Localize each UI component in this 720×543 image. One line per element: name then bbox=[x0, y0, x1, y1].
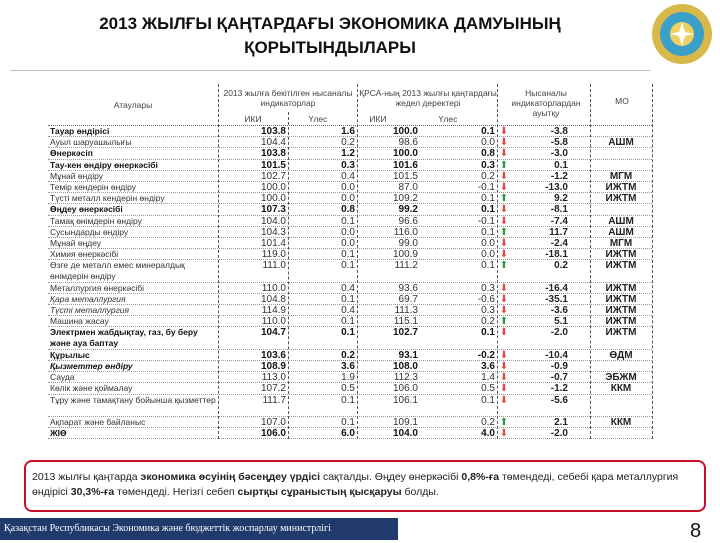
actual-share: 0.3 bbox=[481, 159, 495, 171]
actual-iki: 101.5 bbox=[392, 170, 418, 182]
actual-iki: 102.7 bbox=[392, 327, 418, 339]
table-row bbox=[48, 148, 652, 159]
plan-iki: 103.6 bbox=[260, 349, 286, 361]
header-mo: МО bbox=[615, 96, 629, 106]
actual-share: 0.1 bbox=[481, 226, 495, 238]
row-name: Химия өнеркәсібі bbox=[50, 249, 119, 260]
arrow-down-icon: ⬇ bbox=[499, 360, 509, 372]
ministry: МГМ bbox=[609, 237, 633, 249]
table-row bbox=[48, 428, 652, 439]
plan-iki: 104.8 bbox=[260, 293, 286, 305]
row-name: Сауда bbox=[50, 372, 75, 383]
plan-iki: 104.7 bbox=[260, 327, 286, 339]
plan-share: 6.0 bbox=[341, 428, 355, 440]
plan-iki: 119.0 bbox=[261, 249, 286, 261]
arrow-down-icon: ⬇ bbox=[499, 249, 509, 261]
table-row bbox=[48, 305, 652, 316]
deviation: -10.4 bbox=[545, 349, 568, 361]
deviation: -1.2 bbox=[550, 383, 568, 395]
actual-iki: 104.0 bbox=[392, 428, 418, 440]
table-body bbox=[48, 126, 652, 439]
row-name: Түсті металл кендерін өндіру bbox=[50, 193, 165, 204]
footer-ministry: Қазақстан Республикасы Экономика және бюджеттік жоспарлау министрлігі bbox=[0, 518, 398, 540]
table-row bbox=[48, 327, 652, 349]
arrow-down-icon: ⬇ bbox=[499, 126, 509, 137]
note-text: болды. bbox=[401, 486, 439, 498]
deviation: 0.2 bbox=[554, 260, 568, 272]
note-text: төмендеді. Негізгі себеп bbox=[114, 486, 238, 498]
actual-share: -0.1 bbox=[477, 181, 495, 193]
ministry: АШМ bbox=[608, 215, 634, 227]
actual-share: 0.8 bbox=[481, 148, 495, 160]
deviation: -0.7 bbox=[550, 372, 568, 384]
plan-share: 0.3 bbox=[341, 159, 355, 171]
deviation: -8.1 bbox=[550, 204, 568, 216]
plan-iki: 108.9 bbox=[260, 360, 286, 372]
row-name: Өнеркәсіп bbox=[50, 148, 93, 159]
actual-share: 0.1 bbox=[481, 327, 495, 339]
ministry: ИЖТМ bbox=[605, 327, 637, 339]
row-name: Мұнай өңдеу bbox=[50, 237, 102, 248]
plan-share: 0.8 bbox=[341, 204, 355, 216]
deviation: -3.6 bbox=[550, 305, 568, 317]
actual-iki: 100.0 bbox=[392, 148, 418, 160]
arrow-up-icon: ⬆ bbox=[499, 416, 509, 428]
arrow-down-icon: ⬇ bbox=[499, 204, 509, 216]
note-text: сақталды. Өңдеу өнеркәсібі bbox=[320, 471, 462, 483]
ministry: ЭБЖМ bbox=[605, 372, 637, 384]
deviation: 0.1 bbox=[554, 159, 568, 171]
table-row bbox=[48, 216, 652, 227]
plan-share: 0.2 bbox=[341, 137, 355, 149]
actual-iki: 109.1 bbox=[392, 416, 418, 428]
plan-iki: 103.8 bbox=[260, 126, 286, 137]
arrow-up-icon: ⬆ bbox=[499, 159, 509, 171]
deviation: -35.1 bbox=[545, 293, 568, 305]
deviation: -3.0 bbox=[550, 148, 568, 160]
deviation: -5.6 bbox=[550, 394, 568, 406]
plan-share: 0.5 bbox=[341, 383, 355, 395]
actual-share: 1.4 bbox=[481, 372, 495, 384]
row-name: Сусындарды өндіру bbox=[50, 226, 129, 237]
deviation: 2.1 bbox=[554, 416, 568, 428]
header-iki: ИКИ bbox=[244, 114, 262, 124]
plan-share: 0.1 bbox=[341, 316, 355, 328]
actual-iki: 69.7 bbox=[398, 293, 418, 305]
plan-share: 0.1 bbox=[341, 260, 355, 272]
actual-iki: 111.2 bbox=[394, 260, 418, 272]
plan-iki: 111.0 bbox=[262, 260, 286, 272]
actual-iki: 112.3 bbox=[393, 372, 418, 384]
deviation: 9.2 bbox=[554, 193, 568, 205]
table-row bbox=[48, 137, 652, 148]
actual-share: 0.1 bbox=[481, 394, 495, 406]
row-name: Құрылыс bbox=[50, 349, 90, 360]
plan-share: 0.1 bbox=[341, 249, 355, 261]
row-name: Темір кендерін өндіру bbox=[50, 181, 137, 192]
header-share-2: Үлес bbox=[438, 114, 458, 124]
ministry: ӨДМ bbox=[609, 349, 633, 361]
plan-share: 0.2 bbox=[341, 349, 355, 361]
table-row bbox=[48, 126, 652, 137]
row-name: Қызметтер өндіру bbox=[50, 360, 133, 371]
arrow-down-icon: ⬇ bbox=[499, 327, 509, 339]
plan-share: 0.0 bbox=[341, 237, 355, 249]
actual-share: 0.2 bbox=[481, 316, 495, 328]
column-divider bbox=[357, 84, 358, 439]
column-divider bbox=[288, 112, 289, 439]
plan-share: 0.1 bbox=[341, 215, 355, 227]
arrow-down-icon: ⬇ bbox=[499, 383, 509, 395]
actual-share: -0.1 bbox=[477, 215, 495, 227]
table-row bbox=[48, 227, 652, 238]
actual-iki: 100.9 bbox=[392, 249, 418, 261]
plan-iki: 107.0 bbox=[260, 416, 286, 428]
note-bold: экономика өсуінің бәсеңдеу үрдісі bbox=[140, 471, 321, 483]
ministry: ИЖТМ bbox=[605, 316, 637, 328]
plan-share: 0.4 bbox=[341, 305, 355, 317]
plan-iki: 102.7 bbox=[260, 170, 286, 182]
table-row bbox=[48, 193, 652, 204]
note-text: 2013 жылғы қаңтарда bbox=[32, 471, 141, 483]
actual-iki: 99.0 bbox=[398, 237, 418, 249]
actual-iki: 99.2 bbox=[398, 204, 418, 216]
note-bold: 0,8%-ға bbox=[461, 471, 500, 483]
table-row bbox=[48, 350, 652, 361]
actual-share: 0.0 bbox=[481, 237, 495, 249]
plan-iki: 104.0 bbox=[260, 215, 286, 227]
plan-share: 0.4 bbox=[341, 170, 355, 182]
plan-iki: 111.7 bbox=[262, 394, 286, 406]
actual-share: 0.1 bbox=[481, 204, 495, 216]
row-name: Ауыл шаруашылығы bbox=[50, 137, 132, 148]
ministry: ККМ bbox=[610, 383, 632, 395]
row-name: Машина жасау bbox=[50, 316, 109, 327]
ministry: ИЖТМ bbox=[605, 260, 637, 272]
table-row bbox=[48, 260, 652, 282]
plan-share: 0.1 bbox=[341, 394, 355, 406]
plan-iki: 106.0 bbox=[260, 428, 286, 440]
divider bbox=[10, 70, 650, 71]
table-row bbox=[48, 383, 652, 394]
ministry: ККМ bbox=[610, 416, 632, 428]
actual-iki: 100.0 bbox=[392, 126, 418, 137]
actual-iki: 93.6 bbox=[398, 282, 418, 294]
row-name: Тамақ өнімдерін өндіру bbox=[50, 215, 142, 226]
arrow-down-icon: ⬇ bbox=[499, 237, 509, 249]
column-divider bbox=[590, 84, 591, 439]
row-name: Тауар өндірісі bbox=[50, 126, 110, 136]
table-row bbox=[48, 283, 652, 294]
row-name: Өзге де металл емес минералдық өнімдерін өндіру bbox=[50, 260, 185, 282]
table-header bbox=[48, 84, 652, 126]
arrow-down-icon: ⬇ bbox=[499, 215, 509, 227]
deviation: -2.0 bbox=[550, 327, 568, 339]
actual-share: 4.0 bbox=[481, 428, 495, 440]
actual-iki: 101.6 bbox=[392, 159, 418, 171]
plan-share: 3.6 bbox=[341, 360, 355, 372]
header-share: Үлес bbox=[308, 114, 328, 124]
plan-iki: 104.3 bbox=[260, 226, 286, 238]
deviation: -16.4 bbox=[545, 282, 568, 294]
header-actual: ҚРСА-ның 2013 жылғы қаңтардағы жедел деректері bbox=[359, 88, 497, 108]
arrow-down-icon: ⬇ bbox=[499, 137, 509, 149]
table-row bbox=[48, 361, 652, 372]
arrow-down-icon: ⬇ bbox=[499, 394, 509, 406]
arrow-down-icon: ⬇ bbox=[499, 372, 509, 384]
plan-iki: 101.4 bbox=[260, 237, 286, 249]
ministry: ИЖТМ bbox=[605, 293, 637, 305]
plan-share: 1.2 bbox=[341, 148, 355, 160]
row-name: Металлургия өнеркәсібі bbox=[50, 282, 144, 293]
plan-iki: 110.0 bbox=[261, 282, 286, 294]
ministry: ИЖТМ bbox=[605, 282, 637, 294]
table-row bbox=[48, 171, 652, 182]
indicators-table bbox=[48, 84, 652, 439]
deviation: -1.2 bbox=[550, 170, 568, 182]
arrow-up-icon: ⬆ bbox=[499, 316, 509, 328]
actual-iki: 109.2 bbox=[392, 193, 418, 205]
actual-share: 0.1 bbox=[481, 126, 495, 137]
deviation: -13.0 bbox=[545, 181, 568, 193]
actual-iki: 111.3 bbox=[394, 305, 418, 317]
row-name: Көлік және қоймалау bbox=[50, 383, 133, 394]
deviation: -7.4 bbox=[550, 215, 568, 227]
ministry: ИЖТМ bbox=[605, 193, 637, 205]
plan-share: 0.4 bbox=[341, 282, 355, 294]
table-row bbox=[48, 249, 652, 260]
deviation: -2.0 bbox=[550, 428, 568, 440]
plan-iki: 100.0 bbox=[260, 181, 286, 193]
table-row bbox=[48, 204, 652, 215]
plan-share: 0.1 bbox=[341, 416, 355, 428]
actual-iki: 98.6 bbox=[398, 137, 418, 149]
arrow-up-icon: ⬆ bbox=[499, 260, 509, 272]
actual-iki: 106.0 bbox=[392, 383, 418, 395]
plan-share: 1.9 bbox=[341, 372, 355, 384]
actual-share: 0.0 bbox=[481, 249, 495, 261]
header-deviation: Нысаналы индикаторлардан ауытқу bbox=[511, 88, 581, 118]
header-iki-2: ИКИ bbox=[369, 114, 387, 124]
row-name: Қара металлургия bbox=[50, 293, 126, 304]
ministry: МГМ bbox=[609, 170, 633, 182]
plan-share: 0.0 bbox=[341, 226, 355, 238]
page-title: 2013 ЖЫЛҒЫ ҚАҢТАРДАҒЫ ЭКОНОМИКА ДАМУЫНЫҢ ҚОРЫТЫНДЫЛАРЫ bbox=[99, 14, 561, 57]
actual-iki: 106.1 bbox=[392, 394, 418, 406]
deviation: 5.1 bbox=[554, 316, 568, 328]
deviation: -5.8 bbox=[550, 137, 568, 149]
actual-iki: 116.0 bbox=[393, 226, 418, 238]
actual-share: 0.3 bbox=[481, 282, 495, 294]
table-row bbox=[48, 294, 652, 305]
arrow-down-icon: ⬇ bbox=[499, 428, 509, 440]
plan-share: 0.0 bbox=[341, 193, 355, 205]
deviation: -3.8 bbox=[550, 126, 568, 137]
plan-iki: 100.0 bbox=[260, 193, 286, 205]
arrow-down-icon: ⬇ bbox=[499, 349, 509, 361]
actual-iki: 96.6 bbox=[398, 215, 418, 227]
column-divider bbox=[652, 84, 653, 439]
actual-iki: 108.0 bbox=[392, 360, 418, 372]
plan-iki: 104.4 bbox=[260, 137, 286, 149]
ministry: ИЖТМ bbox=[605, 249, 637, 261]
row-name: Өңдеу өнеркәсібі bbox=[50, 204, 123, 215]
actual-iki: 87.0 bbox=[398, 181, 418, 193]
row-name: Электрмен жабдықтау, газ, бу беру және ауа баптау bbox=[50, 327, 198, 349]
table-row bbox=[48, 395, 652, 417]
header-plan: 2013 жылға бекітілген нысаналы индикаторлар bbox=[223, 88, 353, 108]
row-name: ЖІӨ bbox=[50, 428, 67, 439]
table-row bbox=[48, 182, 652, 193]
ministry: ИЖТМ bbox=[605, 305, 637, 317]
column-divider bbox=[218, 84, 219, 439]
plan-iki: 114.9 bbox=[261, 305, 286, 317]
plan-iki: 113.0 bbox=[261, 372, 286, 384]
arrow-down-icon: ⬇ bbox=[499, 305, 509, 317]
row-name: Тау-кен өндіру өнеркәсібі bbox=[50, 159, 158, 170]
column-divider bbox=[497, 84, 498, 439]
plan-share: 0.1 bbox=[341, 327, 355, 339]
actual-iki: 115.1 bbox=[393, 316, 418, 328]
table-row bbox=[48, 238, 652, 249]
row-name: Мұнай өндіру bbox=[50, 170, 104, 181]
deviation: 11.7 bbox=[549, 226, 568, 238]
plan-iki: 110.0 bbox=[261, 316, 286, 328]
plan-iki: 103.8 bbox=[260, 148, 286, 160]
plan-share: 1.6 bbox=[341, 126, 355, 137]
actual-share: -0.6 bbox=[477, 293, 495, 305]
actual-iki: 93.1 bbox=[398, 349, 418, 361]
header-name: Атаулары bbox=[113, 100, 153, 110]
page-number: 8 bbox=[690, 520, 702, 542]
actual-share: 0.2 bbox=[481, 416, 495, 428]
arrow-down-icon: ⬇ bbox=[499, 282, 509, 294]
arrow-down-icon: ⬇ bbox=[499, 170, 509, 182]
plan-iki: 107.3 bbox=[260, 204, 286, 216]
table-row bbox=[48, 316, 652, 327]
table-row bbox=[48, 417, 652, 428]
actual-share: 0.5 bbox=[481, 383, 495, 395]
ministry: АШМ bbox=[608, 226, 634, 238]
actual-share: 0.3 bbox=[481, 305, 495, 317]
summary-note bbox=[24, 460, 706, 512]
arrow-up-icon: ⬆ bbox=[499, 193, 509, 205]
row-name: Тұру және тамақтану бойынша қызметтер bbox=[50, 394, 216, 405]
deviation: -2.4 bbox=[550, 237, 568, 249]
note-bold: сыртқы сұраныстың қысқаруы bbox=[237, 486, 402, 498]
actual-share: -0.2 bbox=[477, 349, 495, 361]
row-name: Түсті металлургия bbox=[50, 305, 130, 316]
plan-iki: 107.2 bbox=[260, 383, 286, 395]
note-text: төмендеді, себебі қара металлургия өндірісі bbox=[32, 471, 679, 498]
deviation: -0.9 bbox=[550, 360, 568, 372]
ministry: ИЖТМ bbox=[605, 181, 637, 193]
arrow-down-icon: ⬇ bbox=[499, 181, 509, 193]
actual-share: 0.0 bbox=[481, 137, 495, 149]
note-bold: 30,3%-ға bbox=[70, 486, 115, 498]
row-name: Ақпарат және байланыс bbox=[50, 416, 146, 427]
actual-share: 0.1 bbox=[481, 193, 495, 205]
actual-share: 0.1 bbox=[481, 260, 495, 272]
ministry: АШМ bbox=[608, 137, 634, 149]
actual-share: 0.2 bbox=[481, 170, 495, 182]
deviation: -18.1 bbox=[545, 249, 568, 261]
arrow-up-icon: ⬆ bbox=[499, 226, 509, 238]
arrow-down-icon: ⬇ bbox=[499, 293, 509, 305]
plan-share: 0.1 bbox=[341, 293, 355, 305]
plan-iki: 101.5 bbox=[260, 159, 286, 171]
arrow-down-icon: ⬇ bbox=[499, 148, 509, 160]
table-row bbox=[48, 160, 652, 171]
state-emblem-icon bbox=[650, 2, 714, 66]
actual-share: 3.6 bbox=[481, 360, 495, 372]
plan-share: 0.0 bbox=[341, 181, 355, 193]
table-row bbox=[48, 372, 652, 383]
